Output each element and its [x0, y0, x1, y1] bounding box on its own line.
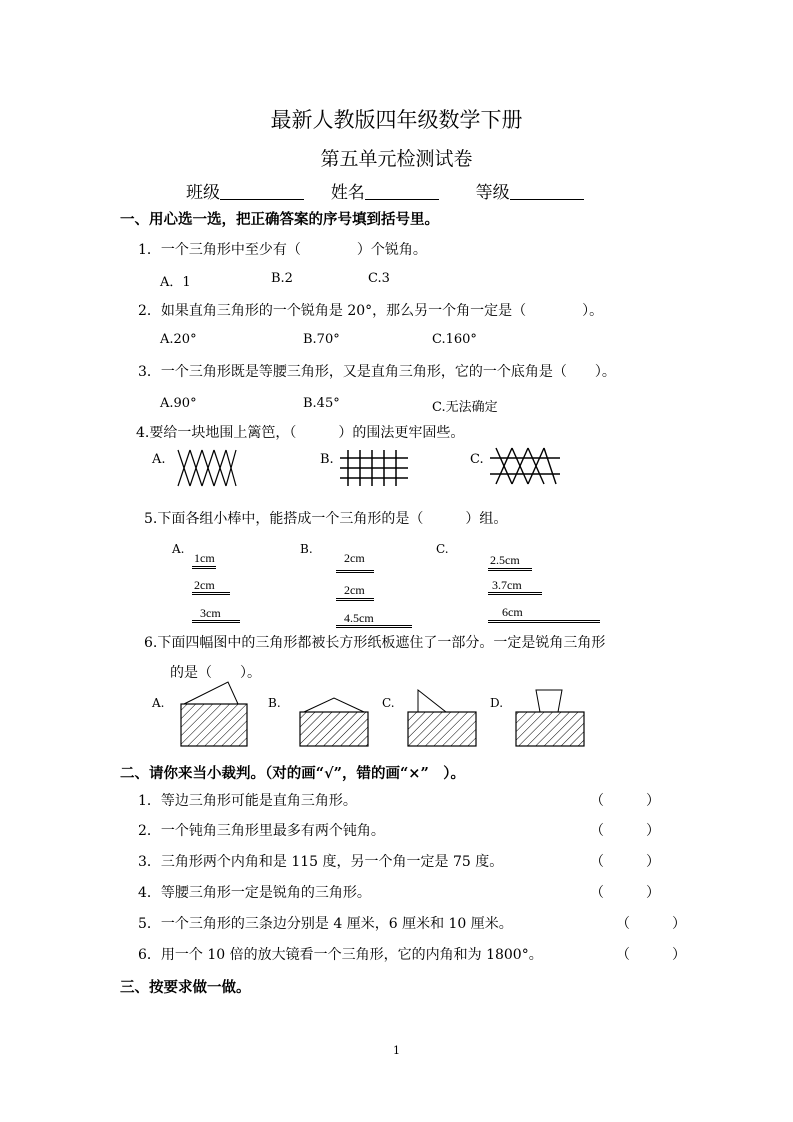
- judge-paren-4[interactable]: （ ）: [590, 885, 660, 901]
- q4-option-b: B.: [320, 452, 334, 467]
- stick-c3-label: 6cm: [502, 605, 523, 619]
- stick-b3-label: 4.5cm: [344, 611, 374, 625]
- judge-paren-5[interactable]: （ ）: [616, 916, 686, 932]
- section1-heading: 一、用心选一选，把正确答案的序号填到括号里。: [120, 211, 439, 228]
- q6-text-line2: 的是（ ）。: [170, 665, 261, 681]
- section3-heading: 三、按要求做一做。: [120, 979, 251, 996]
- judge-item-4: 4．等腰三角形一定是锐角的三角形。: [138, 885, 371, 901]
- q1-option-c: C.3: [368, 271, 390, 286]
- q2-option-c: C.160°: [432, 332, 477, 347]
- q2-option-b: B.70°: [303, 332, 340, 347]
- q3-text: 3．一个三角形既是等腰三角形，又是直角三角形，它的一个底角是（ ）。: [138, 364, 616, 380]
- stick-a2-label: 2cm: [194, 578, 215, 592]
- q6-option-d: D.: [490, 696, 504, 710]
- judge-item-6: 6．用一个 10 倍的放大镜看一个三角形，它的内角和为 1800°。: [138, 947, 543, 963]
- page-number: 1: [393, 1044, 400, 1057]
- q6-figure-a: [181, 682, 247, 746]
- q6-text-line1: 6.下面四幅图中的三角形都被长方形纸板遮住了一部分。一定是锐角三角形: [144, 635, 606, 651]
- judge-item-5: 5．一个三角形的三条边分别是 4 厘米，6 厘米和 10 厘米。: [138, 916, 513, 932]
- q6-option-a: A.: [152, 696, 165, 710]
- q3-option-b: B.45°: [303, 396, 340, 411]
- page-title: 最新人教版四年级数学下册: [270, 108, 523, 132]
- stick-c1-label: 2.5cm: [490, 553, 520, 567]
- q4-option-c: C.: [470, 452, 484, 467]
- q6-option-c: C.: [382, 696, 395, 710]
- q5-option-a: A.: [172, 542, 185, 556]
- q1-text: 1．一个三角形中至少有（ ）个锐角。: [138, 242, 427, 258]
- q5-text: 5.下面各组小棒中，能搭成一个三角形的是（ ）组。: [144, 511, 508, 527]
- q1-option-a: A．1: [160, 275, 191, 290]
- q6-figure-c: [408, 690, 476, 746]
- judge-item-2: 2．一个钝角三角形里最多有两个钝角。: [138, 823, 385, 839]
- stick-a1-label: 1cm: [194, 551, 215, 565]
- stick-b1-label: 2cm: [344, 551, 365, 565]
- q5-option-c: C.: [436, 542, 449, 556]
- q6-option-b: B.: [268, 696, 281, 710]
- q6-figure-d: [516, 690, 584, 746]
- name-label: 姓名: [330, 183, 365, 203]
- q2-text: 2．如果直角三角形的一个锐角是 20°，那么另一个角一定是（ ）。: [138, 303, 604, 319]
- section2-heading: 二、请你来当小裁判。（对的画“√”，错的画“×” ）。: [120, 765, 466, 782]
- q1-option-b: B.2: [271, 271, 293, 286]
- judge-paren-2[interactable]: （ ）: [590, 823, 660, 839]
- q3-option-a: A.90°: [160, 396, 197, 411]
- judge-paren-1[interactable]: （ ）: [590, 793, 660, 809]
- q4-option-a: A.: [152, 452, 166, 467]
- q4-text: 4.要给一块地围上篱笆，（ ）的围法更牢固些。: [136, 425, 465, 441]
- q5-option-b: B.: [300, 542, 313, 556]
- page-subtitle: 第五单元检测试卷: [320, 148, 473, 170]
- stick-c2-label: 3.7cm: [492, 578, 522, 592]
- class-label: 班级: [186, 183, 220, 203]
- stick-a3-label: 3cm: [200, 606, 221, 620]
- judge-paren-6[interactable]: （ ）: [616, 947, 686, 963]
- stick-b2-label: 2cm: [344, 583, 365, 597]
- judge-item-3: 3．三角形两个内角和是 115 度，另一个角一定是 75 度。: [138, 854, 504, 870]
- q3-option-c: C.无法确定: [432, 400, 498, 415]
- q2-option-a: A.20°: [160, 332, 197, 347]
- judge-paren-3[interactable]: （ ）: [590, 854, 660, 870]
- judge-item-1: 1．等边三角形可能是直角三角形。: [138, 793, 357, 809]
- grade-label: 等级: [475, 183, 510, 203]
- q6-figure-b: [300, 698, 368, 746]
